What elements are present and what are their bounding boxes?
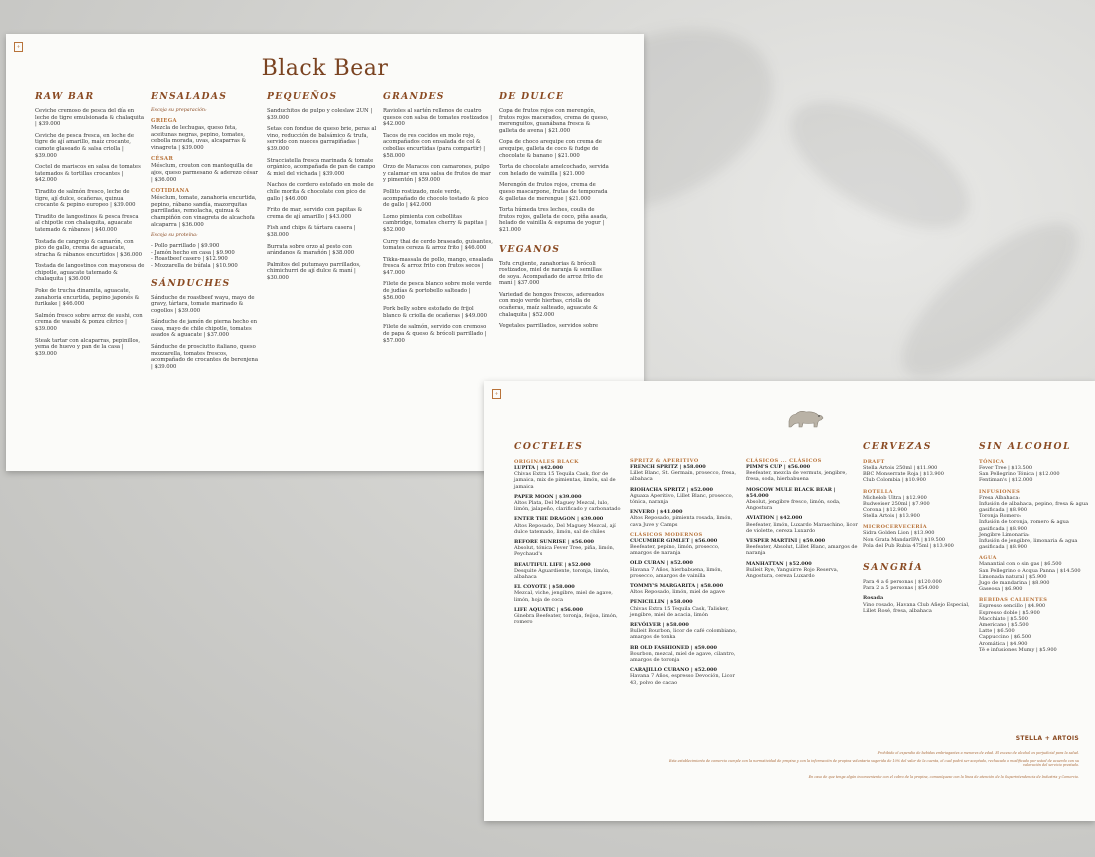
drink-desc: Ginebra Beefeater, toronja, feijoa, limón, romero [514, 613, 618, 626]
menu-line: Infusión de toronja, romero & agua gasificada | $8.900 [979, 519, 1069, 532]
menu-item: Salmón fresco sobre arroz de sushi, con crema de wasabi & ponzu cítrico | $39.000 [35, 312, 143, 333]
sponsor-logo: STELLA + ARTOIS [1015, 735, 1079, 742]
menu-item: Filete de salmón, servido con cremoso de papa & queso & brócoli parrillado | $57.000 [383, 324, 487, 344]
drink-name: LUPITA | $42.000 [514, 465, 563, 471]
protein-option: - Roastbeef casero | $12.900 [151, 256, 228, 263]
bear-logo-icon [786, 407, 826, 429]
menu-item: Curry thai de cerdo braseado, guisantes, tomates cereza & arroz frito | $46.000 [383, 238, 493, 252]
menu-item: Tikka-massala de pollo, mango, ensalada fresca & arroz frito con frutos secos | $47.000 [383, 256, 494, 276]
drink-name: PENICILLIN | $58.000 [630, 599, 693, 606]
group-title: GRIEGA [151, 118, 177, 124]
menu-line: Jugo de mandarina | $8.900 [979, 580, 1050, 587]
group-title: ORIGINALES BLACK [514, 459, 579, 465]
drink-name: AVIATION | $42.000 [746, 515, 803, 522]
cocteles-column-1 [514, 441, 626, 629]
menu-item: Copa de frutos rojos con merengón, frutos rojos macerados, crema de queso, merenguitos, guanábana fresca & galleta de avena | $21.000 [499, 108, 609, 134]
menu-line: Michelob Ultra | $12.900 [863, 494, 927, 501]
menu-item: Tofu crujiente, zanahorias & brócoli rostizados, miel de naranja & semillas de soya. Acompañado de arroz frito de maní | $37.000 [499, 260, 603, 287]
menu-item: Vegetales parrillados, servidos sobre [499, 323, 599, 330]
group-title: SPRITZ & APERITIVO [630, 458, 699, 464]
sin-alcohol-column [979, 441, 1089, 658]
drink-desc: Beefeater, mezcla de vermuts, jengibre, fresa, soda, hierbabuena [746, 470, 847, 483]
ensaladas-column [151, 91, 261, 375]
drink-name: OLD CUBAN | $52.000 [630, 560, 693, 567]
menu-item: Sanduchitos de pulpo y coleslaw 2UN | $39.000 [267, 108, 373, 121]
menu-item: Lomo pimienta con cebollitas cambridge, tomates cherry & papitas | $52.000 [383, 213, 487, 233]
drink-name: LIFE AQUATIC | $56.000 [514, 606, 583, 613]
drink-name: TOMMY'S MARGARITA | $58.000 [630, 583, 724, 590]
menu-line: San Pellegrino o Acqua Panna | $14.500 [979, 567, 1081, 574]
drink-name: REVÓLVER | $58.000 [630, 622, 689, 629]
protein-option: - Mozzarella de búfala | $10.900 [151, 262, 238, 269]
section-title: RAW BAR [35, 91, 95, 102]
menu-item: Merengón de frutos rojos, crema de queso mascarpone, frutas de temporada & galletas de merengue | $21.000 [499, 182, 608, 202]
section-title: SIN ALCOHOL [979, 441, 1072, 452]
menu-line: Manantial con o sin gas | $6.500 [979, 561, 1062, 568]
menu-line: BBC Monserrate Roja | $13.900 [863, 471, 944, 478]
menu-item: Frito de mar, servido con papitas & crema de ají amarillo | $43.000 [267, 207, 363, 220]
menu-item: Ceviche cremoso de pesca del día en leche de tigre emulsionada & chalaquita | $39.000 [35, 108, 145, 128]
drink-desc: Desquite Aguardiente, toronja, limón, albahaca [514, 567, 610, 581]
fine-print: Esta establecimiento de comercio cumple con la normatividad de propina y con la información de propina voluntaria sugerida de 10% del valor de la cuenta, el cual podrá ser aceptado, rechazado o modificado por usted de acuerdo con su valoración del servicio prestado. [668, 759, 1079, 768]
menu-item: Copa de choco arequipe con crema de arequipe, galleta de coco & fudge de chocolate & banano | $21.000 [499, 139, 602, 159]
drink-desc: Absolut, tónica Fever Tree, piña, limón, Peychaud's [514, 545, 615, 558]
cervezas-column [863, 441, 975, 618]
menu-line: Club Colombia | $10.900 [863, 477, 926, 484]
menu-item: Coctel de mariscos en salsa de tomates tatemados & tortillas crocantes | $42.000 [35, 164, 141, 184]
drink-desc: Bourbon, mezcal, miel de agave, cilantro, amargos de toronja [630, 650, 736, 664]
menu-line: Americano | $5.500 [979, 622, 1029, 629]
cocteles-column-3 [746, 458, 858, 583]
menu-line: Toronja Romero: [979, 513, 1022, 520]
brand-title: Black Bear [261, 56, 389, 81]
hint-text: Escoja su preparación: [151, 108, 207, 113]
menu-line: Infusión de albahaca, pepino, fresa & agua gasificada | $8.900 [979, 500, 1089, 514]
menu-item: Torta de chocolate amelcochado, servida con helado de vainilla | $21.000 [499, 164, 609, 177]
drink-name: RIOHACHA SPRITZ | $52.000 [630, 486, 713, 493]
group-title: CÉSAR [151, 156, 174, 163]
corner-mark: + [14, 42, 23, 52]
menu-item: Tiradito de salmón fresco, leche de tigre, ají dulce, ocañeras, quinua crocante & pepino europeo | $39.000 [35, 188, 136, 209]
group-title: BEBIDAS CALIENTES [979, 597, 1048, 604]
menu-item: Orzo de Maracos con camarones, pulpo y calamar en una salsa de frutos de mar y pimentón | $59.000 [383, 164, 491, 184]
menu-item: Tostada de cangrejo & camarón, con pico de gallo, crema de aguacate, stracha & rábanos encurtidos | $36.000 [35, 238, 143, 258]
menu-item: Tacos de res cocidos en mole rojo, acompañados con ensalada de col & cebollas encurtidas (para compartir) | $58.000 [383, 132, 485, 159]
menu-line: Para 2 a 5 personas | $54.000 [863, 585, 939, 592]
drink-name: BB OLD FASHIONED | $59.000 [630, 644, 717, 651]
drink-desc: Altos Reposado, pimienta rosada, limón, cava Juve y Camps [630, 515, 733, 528]
drink-name: FRENCH SPRITZ | $58.000 [630, 464, 706, 470]
group-title: MICROCERVECERÍA [863, 524, 927, 531]
drink-desc: Beefeater, pepino, limón, prosecco, amargos de naranja [630, 544, 720, 557]
menu-item: Ravioles al sartén rellenos de cuatro quesos con salsa de tomates rostizados | $42.000 [383, 108, 492, 128]
menu-item: Palmitos del putumayo parrillados, chimichurri de ají dulce & maní | $30.000 [267, 261, 361, 281]
menu-item: Torta húmeda tres leches, coulis de frutos rojos, galleta de coco, piña asada, helado de vainilla & espuma de yogur | $21.000 [499, 207, 608, 233]
menu-line: Fentiman's | $12.000 [979, 477, 1033, 484]
group-title: INFUSIONES [979, 488, 1021, 495]
menu-line: Cappuccino | $6.500 [979, 634, 1032, 641]
section-title: CERVEZAS [863, 441, 933, 452]
dulce-column [499, 91, 609, 335]
drink-name: ENTER THE DRAGON | $39.000 [514, 516, 604, 523]
group-title: CLÁSICOS MODERNOS [630, 531, 703, 538]
menu-item: Stracciatella fresca marinada & tomate orgánico, acompañada de pan de campo & miel del vichada | $39.000 [267, 157, 376, 177]
drink-desc: Havana 7 Años, hierbabuena, limón, prosecco, amargos de vainilla [630, 566, 723, 579]
pequenos-column [267, 91, 377, 286]
menu-line: Infusión de jengibre, limonaria & agua gasificada | $8.900 [979, 538, 1078, 551]
group-title: COTIDIANA [151, 188, 190, 195]
menu-item: Nachos de cordero estofado en mole de chile morita & chocolate con pico de gallo | $46.000 [267, 182, 374, 202]
fine-print: Prohibido el expendio de bebidas embriagantes a menores de edad. El exceso de alcohol es perjudicial para la salud. [877, 751, 1079, 755]
menu-line: Non Grata MandarIPA | $19.500 [863, 536, 946, 543]
menu-line: Pola del Pub Rubia 475ml | $13.900 [863, 542, 954, 549]
menu-line: Latte | $6.500 [979, 628, 1015, 635]
rosada-title: Rosada [863, 595, 884, 602]
drink-desc: Bulleit Bourbon, licor de café colombiano, amargos de tonka [630, 628, 737, 641]
drink-name: PIMM'S CUP | $56.000 [746, 464, 811, 470]
group-title: AGUA [979, 555, 997, 562]
cocteles-column-2 [630, 458, 742, 690]
section-title: PEQUEÑOS [267, 91, 338, 102]
drink-desc: Altos Reposado, limón, miel de agave [630, 589, 725, 596]
menu-item: Sánduche de roastbeef wayu, mayo de gravy, tártara, tomate marinado & cogollos | $39.000 [151, 294, 255, 314]
section-title: ENSALADAS [151, 91, 228, 102]
menu-line: Macchiato | $5.500 [979, 615, 1028, 622]
menu-item: Filete de pesca blanco sobre mole verde de judías & portobello salteado | $56.000 [383, 281, 492, 301]
raw-bar-column [35, 91, 145, 362]
drink-name: BEAUTIFUL LIFE | $52.000 [514, 561, 591, 568]
group-title: CLÁSICOS ... CLÁSICOS [746, 458, 822, 464]
drink-desc: Absolut, jengibre fresco, limón, soda, Angostura [746, 499, 841, 512]
section-title: VEGANOS [499, 243, 561, 255]
menu-line: Stella Artois | $13.900 [863, 513, 920, 520]
menu-line: Sidra Golden Lion | $13.900 [863, 530, 935, 537]
menu-line: Fever Tree | $13.500 [979, 465, 1033, 471]
fine-print: En caso de que tenga algún inconveniente con el cobro de la propina, comuníquese con la línea de atención de la Superintendencia de Industria y Comercio. [808, 775, 1079, 779]
menu-item: Poke de trucha dinamita, aguacate, zanahoria encurtida, pepino japonés & furikake | $46.000 [35, 288, 140, 308]
drink-desc: Chivas Extra 15 Tequila Cask, Talisker, jengibre, miel de acacia, limón [630, 605, 729, 618]
section-title: GRANDES [383, 91, 445, 102]
drink-name: ENVERO | $41.000 [630, 509, 683, 516]
menu-item: Setas con fondue de queso brie, peras al vino, reducción de balsámico & trufa, servido con nueces garrapiñadas | $39.000 [267, 126, 377, 152]
drink-name: MANHATTAN | $52.000 [746, 560, 812, 567]
drink-desc: Lillet Blanc, St. Germain, prosecco, fresa, albahaca [630, 470, 737, 483]
menu-item: Steak tartar con alcaparras, pepinillos, yema de huevo y pan de la casa | $39.000 [35, 337, 141, 357]
menu-line: Corona | $12.900 [863, 507, 907, 514]
menu-item: Mésclum, crouton con mantequilla de ajos, queso parmesano & aderezo césar | $36.000 [151, 163, 258, 183]
menu-line: San Pellegrino Tónica | $12.000 [979, 471, 1060, 478]
menu-line: Espresso doble | $5.900 [979, 609, 1040, 616]
menu-item: Sánduche de jamón de pierna hecho en casa, mayo de chile chipotle, tomates asados & aguacate | $37.000 [151, 319, 258, 339]
drink-name: VESPER MARTINI | $59.000 [746, 538, 826, 545]
drink-name: MOSCOW MULE BLACK BEAR | $54.000 [746, 486, 836, 499]
drink-desc: Havana 7 Años, espresso Devoción, Licor 43, polvo de cacao [630, 673, 735, 686]
group-title: BOTELLA [863, 488, 893, 495]
drink-desc: Beefeater, Absolut, Lillet Blanc, amargos de naranja [746, 544, 858, 557]
menu-line: Stella Artois 250ml | $11.900 [863, 465, 938, 471]
drink-name: PAPER MOON | $39.000 [514, 493, 582, 500]
drink-name: BEFORE SUNRISE | $56.000 [514, 539, 595, 546]
menu-line: Té e infusiones Mumy | $5.900 [979, 646, 1057, 653]
group-title: TÓNICA [979, 459, 1005, 465]
drink-desc: Chivas Extra 15 Tequila Cask, flor de jamaica, mix de pimientas, limón, sal de jamaica [514, 471, 616, 490]
menu-line: Espresso sencillo | $4.900 [979, 603, 1046, 610]
menu-item: Fish and chips & tártara casera | $38.000 [267, 225, 356, 238]
drink-desc: Altos Reposado, Del Maguey Mezcal, ají dulce tatemado, limón, sal de chiles [514, 522, 616, 535]
menu-line: Limonada natural | $5.900 [979, 573, 1047, 580]
menu-item: Mésclum, tomate, zanahoria encurtida, pepino, rábano sandía, mazorquitas parrilladas, remolacha, quinua & champiñón con vinagreta de alcachofa alcaparra | $36.000 [151, 195, 257, 228]
drink-name: EL COYOTE | $58.000 [514, 584, 575, 591]
drink-desc: Beefeater, limón, Luxardo Maraschino, licor de violette, cereza Luxardo [746, 521, 858, 534]
protein-option: - Jamón hecho en casa | $9.900 [151, 249, 235, 256]
menu-item: Pollito rostizado, mole verde, acompañado de chocolo tostado & pico de gallo | $42.000 [383, 188, 489, 209]
menu-item: Tostada de langostinos con mayonesa de chipotle, aguacate tatemado & chalaquita | $36.000 [35, 263, 145, 283]
hint-text: Escoja su proteína: [151, 233, 198, 239]
menu-line: Budweiser 250ml | $7.900 [863, 500, 930, 507]
menu-item: Ceviche de pesca fresca, en leche de tigre de ají amarillo, maíz crocante, camote glaseado & salsa criolla | $39.000 [35, 132, 134, 159]
menu-item: Burrata sobre orzo al pesto con arándanos & marañón | $38.000 [267, 243, 355, 257]
grandes-column [383, 91, 493, 349]
section-title: COCTELES [514, 441, 584, 452]
menu-line: Aromática | $4.900 [979, 640, 1028, 647]
group-title: DRAFT [863, 459, 885, 465]
menu-item: Sánduche de prosciutto italiano, queso mozzarella, tomates frescos, acompañado de crocantes de berenjena | $39.000 [151, 344, 258, 370]
spacer [979, 653, 1089, 658]
menu-line: Jengibre Limonaria: [979, 531, 1030, 538]
drink-name: CUCUMBER GIMLET | $56.000 [630, 537, 718, 544]
protein-option: - Pollo parrillado | $9.900 [151, 243, 220, 250]
menu-line: Para 4 a 6 personas | $120.000 [863, 579, 942, 586]
drink-name: CARAJILLO CUBANO | $52.000 [630, 667, 718, 674]
corner-mark: + [492, 389, 501, 399]
menu-item: Pork belly sobre estofado de frijol blanco & criolla de ocañeras | $49.000 [383, 306, 488, 319]
menu-item: Variedad de hongos frescos, adereados con mojo verde hierbas, criolla de ocañeras, maíz salteado, aguacate & chalaquita | $52.000 [499, 291, 605, 318]
drink-desc: Mezcal, viche, jengibre, miel de agave, limón, hoja de coca [514, 590, 613, 603]
menu-line: Gaseosa | $6.900 [979, 586, 1023, 593]
spacer [863, 549, 975, 554]
drinks-menu-sheet [484, 381, 1095, 821]
section-title: SÁNDUCHES [151, 277, 231, 289]
menu-line: Fresa Albahaca: [979, 494, 1021, 501]
menu-item: Tiradito de langostinos & pesca fresca al chipotle con chalaquita, aguacate tatemado & rábanos | $40.000 [35, 213, 139, 233]
section-title: DE DULCE [499, 91, 565, 102]
rosada-desc: Vino rosado, Havana Club Añejo Especial, Lillet Rosé, fresa, albahaca [863, 601, 970, 614]
drink-desc: Aguaxa Aperitivo, Lillet Blanc, prosecco, tónica, naranja [630, 492, 734, 506]
drink-desc: Altos Plata, Del Maguey Mezcal, lulo, limón, jalapeño, clarificado y carbonatado [514, 500, 621, 513]
section-title: SANGRÍA [863, 562, 924, 574]
drink-desc: Bulleit Rye, Yanguirre Rojo Reserva, Angostura, cereza Luxardo [746, 566, 839, 580]
menu-item: Mezcla de lechugas, queso feta, aceitunas negras, pepino, tomates, cebolla morada, uvas, alcaparras & vinagreta | $39.000 [151, 125, 247, 151]
